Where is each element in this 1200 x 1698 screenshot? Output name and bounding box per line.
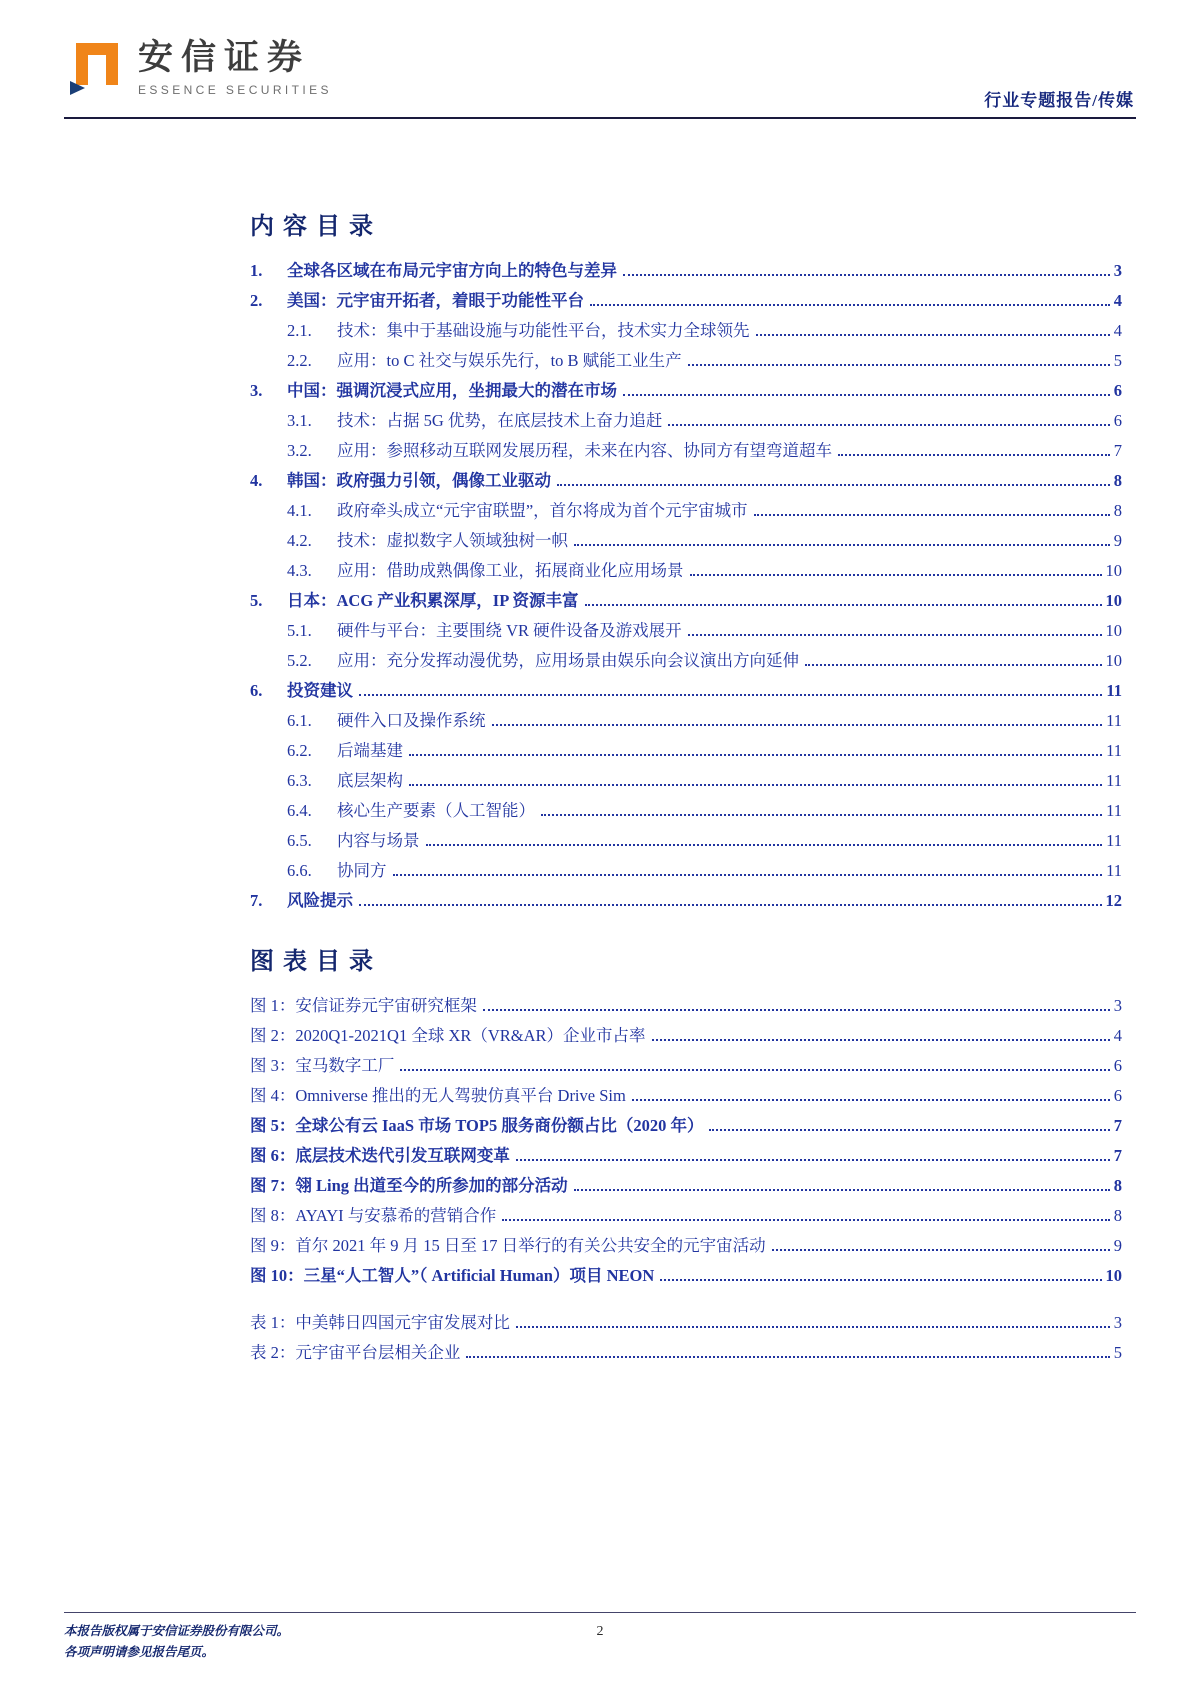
figure-entry[interactable] [250,1145,1122,1166]
toc-entry[interactable] [250,830,1122,851]
toc-entry[interactable] [250,860,1122,881]
table-entry[interactable] [250,1342,1122,1363]
dot-leader [623,274,1110,276]
essence-securities-logo-icon [64,38,124,98]
toc-entry-label [287,740,403,761]
toc-entry-number: 6.1. [287,711,312,730]
toc-entry-text: 应用：借助成熟偶像工业，拓展商业化应用场景 [337,561,684,580]
toc-entry-label [287,410,662,431]
toc-entry-label [250,680,353,701]
figure-entry-page-number: 8 [1113,1206,1122,1225]
dot-leader [557,484,1110,486]
dot-leader [590,304,1110,306]
toc-entry-page-number: 8 [1113,501,1122,520]
toc-entry[interactable] [250,530,1122,551]
figure-entry-label: 图 2：2020Q1-2021Q1 全球 XR（VR&AR）企业市占率 [250,1026,646,1045]
toc-entry[interactable] [250,680,1122,701]
toc-entry[interactable] [250,350,1122,371]
toc-entry[interactable] [250,740,1122,761]
toc-entry-number: 4. [250,471,263,490]
dot-leader [409,754,1102,756]
toc-entry[interactable] [250,710,1122,731]
toc-entry-page-number: 11 [1106,681,1122,700]
toc-entry-page-number: 9 [1113,531,1122,550]
toc-entry-text: 技术：虚拟数字人领域独树一帜 [337,531,568,550]
toc-entry-label [287,710,486,731]
toc-entry-label [287,830,420,851]
toc-entry-text: 技术：占据 5G 优势，在底层技术上奋力追赶 [337,411,663,430]
figure-entry-page-number: 6 [1113,1056,1122,1075]
toc-entry[interactable] [250,380,1122,401]
dot-leader [756,334,1110,336]
dot-leader [426,844,1103,846]
figure-entry[interactable] [250,1175,1122,1196]
figure-entry[interactable] [250,1085,1122,1106]
toc-entry[interactable] [250,650,1122,671]
dot-leader [772,1249,1110,1251]
dot-leader [688,634,1102,636]
toc-entry-number: 6.4. [287,801,312,820]
toc-entry[interactable] [250,440,1122,461]
toc-entry-number: 4.1. [287,501,312,520]
dot-leader [585,604,1102,606]
figure-entry[interactable] [250,1235,1122,1256]
toc-entry-number: 6.5. [287,831,312,850]
toc-entry-number: 5.1. [287,621,312,640]
toc-entry[interactable] [250,470,1122,491]
toc-entry-label [250,890,353,911]
toc-entry-page-number: 7 [1113,441,1122,460]
toc-entry-number: 2.2. [287,351,312,370]
dot-leader [409,784,1102,786]
toc-entry-label [287,800,535,821]
toc-entry[interactable] [250,260,1122,281]
dot-leader [492,724,1103,726]
toc-entry-number: 6.3. [287,771,312,790]
toc-entry-text: 后端基建 [337,741,403,760]
toc-entry-page-number: 11 [1106,801,1122,820]
dot-leader [688,364,1110,366]
toc-entry-label [287,320,750,341]
brand-text [138,38,332,97]
report-type-label: 行业专题报告/传媒 [984,91,1134,110]
toc-entry-page-number: 4 [1113,291,1122,310]
toc-entry-text: 硬件入口及操作系统 [337,711,486,730]
header-divider [64,117,1136,119]
figure-entry-label: 图 5：全球公有云 IaaS 市场 TOP5 服务商份额占比（2020 年） [250,1116,704,1135]
dot-leader [623,394,1110,396]
figure-entry-label: 图 10：三星“人工智人”（ Artificial Human）项目 NEON [250,1266,655,1285]
figure-entry-label: 图 9：首尔 2021 年 9 月 15 日至 17 日举行的有关公共安全的元宇宙活动 [250,1236,766,1255]
toc-entry[interactable] [250,590,1122,611]
toc-entry-label [287,440,832,461]
toc-entry-page-number: 6 [1113,381,1122,400]
figure-entry-page-number: 6 [1113,1086,1122,1105]
toc-entry-page-number: 11 [1106,771,1122,790]
table-entry-page-number: 5 [1113,1343,1122,1362]
toc-entry-text: 应用：充分发挥动漫优势，应用场景由娱乐向会议演出方向延伸 [337,651,799,670]
figure-entry[interactable] [250,995,1122,1016]
toc-entry[interactable] [250,410,1122,431]
toc-entry-text: 全球各区域在布局元宇宙方向上的特色与差异 [287,261,617,280]
toc-entry-text: 内容与场景 [337,831,420,850]
figure-entry-page-number: 8 [1113,1176,1122,1195]
toc-entry-label [287,350,682,371]
figures-list [250,995,1122,1286]
toc-entry-number: 6.6. [287,861,312,880]
toc-entry-page-number: 11 [1106,861,1122,880]
toc-entry-page-number: 10 [1105,591,1122,610]
figure-entry-label: 图 4：Omniverse 推出的无人驾驶仿真平台 Drive Sim [250,1086,626,1105]
tables-list [250,1312,1122,1363]
toc-entry-number: 6. [250,681,263,700]
figure-entry-page-number: 3 [1113,996,1122,1015]
figure-entry[interactable] [250,1265,1122,1286]
table-entry-label: 表 2：元宇宙平台层相关企业 [250,1343,461,1362]
toc-entry-text: 底层架构 [337,771,403,790]
toc-entry-text: 应用：to C 社交与娱乐先行，to B 赋能工业生产 [337,351,682,370]
toc-entry-page-number: 8 [1113,471,1122,490]
toc-entry-page-number: 12 [1105,891,1122,910]
toc-entry-label [287,650,799,671]
footer-divider [64,1612,1136,1613]
toc-entry-label [287,530,568,551]
toc-entry-number: 6.2. [287,741,312,760]
dot-leader [466,1356,1109,1358]
figure-entry[interactable] [250,1025,1122,1046]
figure-entry-page-number: 9 [1113,1236,1122,1255]
toc-entry-text: 核心生产要素（人工智能） [337,801,535,820]
dot-leader [541,814,1102,816]
toc-entry-text: 美国：元宇宙开拓者，着眼于功能性平台 [287,291,584,310]
toc-entry-text: 技术：集中于基础设施与功能性平台，技术实力全球领先 [337,321,750,340]
toc-entry-page-number: 6 [1113,411,1122,430]
figure-entry[interactable] [250,1205,1122,1226]
toc-entry-label [250,380,617,401]
figure-entry-label: 图 3：宝马数字工厂 [250,1056,395,1075]
dot-leader [359,904,1102,906]
toc-entry-text: 中国：强调沉浸式应用，坐拥最大的潜在市场 [287,381,617,400]
toc-entry-page-number: 3 [1113,261,1122,280]
table-entry-page-number: 3 [1113,1313,1122,1332]
toc-entry-number: 1. [250,261,263,280]
toc-entry-text: 应用：参照移动互联网发展历程，未来在内容、协同方有望弯道超车 [337,441,832,460]
toc-entry[interactable] [250,320,1122,341]
toc-entry-label [250,590,579,611]
table-entry-label: 表 1：中美韩日四国元宇宙发展对比 [250,1313,510,1332]
dot-leader [400,1069,1109,1071]
toc-entry-text: 硬件与平台：主要围绕 VR 硬件设备及游戏展开 [337,621,682,640]
toc-entry-text: 协同方 [337,861,387,880]
brand-name: 安信证券 [138,38,311,77]
toc-entry-page-number: 11 [1106,711,1122,730]
toc-entry[interactable] [250,800,1122,821]
toc-entry-number: 5. [250,591,263,610]
table-entry[interactable] [250,1312,1122,1333]
figure-entry-page-number: 7 [1113,1116,1122,1135]
figure-entry[interactable] [250,1055,1122,1076]
toc-list [250,260,1122,911]
dot-leader [805,664,1102,666]
toc-entry-number: 5.2. [287,651,312,670]
figure-entry-page-number: 10 [1105,1266,1122,1285]
brand [64,38,332,98]
dot-leader [393,874,1103,876]
figure-entry-label: 图 8：AYAYI 与安慕希的营销合作 [250,1206,497,1225]
toc-entry-page-number: 10 [1105,561,1122,580]
dot-leader [359,694,1102,696]
toc-entry-number: 4.3. [287,561,312,580]
figures-title: 图表目录 [250,949,382,975]
dot-leader [668,424,1109,426]
footer-page-number: 2 [596,1624,604,1639]
toc-entry-page-number: 4 [1113,321,1122,340]
dot-leader [483,1009,1110,1011]
toc-entry[interactable] [250,890,1122,911]
toc-entry[interactable] [250,770,1122,791]
toc-entry-number: 3.1. [287,411,312,430]
figure-entry-page-number: 4 [1113,1026,1122,1045]
toc-entry-page-number: 5 [1113,351,1122,370]
dot-leader [690,574,1102,576]
brand-subtitle: ESSENCE SECURITIES [138,83,332,97]
toc-entry-text: 投资建议 [287,681,353,700]
toc-entry-text: 风险提示 [287,891,353,910]
toc-title: 内容目录 [250,214,382,240]
toc-entry-label [287,860,387,881]
toc-entry-number: 4.2. [287,531,312,550]
footer-copyright-line2: 各项声明请参见报告尾页。 [64,1645,215,1659]
dot-leader [574,544,1110,546]
content-column [250,212,1122,1372]
toc-entry-label [250,290,584,311]
toc-entry-text: 政府牵头成立“元宇宙联盟”，首尔将成为首个元宇宙城市 [337,501,748,520]
toc-entry-label [287,500,748,521]
dot-leader [502,1219,1109,1221]
toc-entry-number: 2. [250,291,263,310]
toc-entry[interactable] [250,500,1122,521]
dot-leader [652,1039,1110,1041]
toc-entry-page-number: 10 [1105,651,1122,670]
toc-entry-number: 7. [250,891,263,910]
toc-entry[interactable] [250,290,1122,311]
toc-entry-number: 2.1. [287,321,312,340]
dot-leader [632,1099,1110,1101]
toc-entry-label [287,620,682,641]
toc-entry-label [250,470,551,491]
figure-entry-label: 图 6：底层技术迭代引发互联网变革 [250,1146,510,1165]
toc-entry-label [287,560,684,581]
toc-entry-page-number: 11 [1106,741,1122,760]
figure-entry-label: 图 7：翎 Ling 出道至今的所参加的部分活动 [250,1176,568,1195]
toc-entry-number: 3.2. [287,441,312,460]
toc-entry-page-number: 10 [1105,621,1122,640]
footer-copyright-line1: 本报告版权属于安信证券股份有限公司。 [64,1624,290,1638]
toc-entry[interactable] [250,560,1122,581]
dot-leader [709,1129,1109,1131]
dot-leader [838,454,1110,456]
figure-entry-label: 图 1：安信证券元宇宙研究框架 [250,996,477,1015]
figure-entry-page-number: 7 [1113,1146,1122,1165]
toc-entry-page-number: 11 [1106,831,1122,850]
toc-entry-text: 日本：ACG 产业积累深厚，IP 资源丰富 [287,591,579,610]
dot-leader [660,1279,1101,1281]
toc-entry-label [287,770,403,791]
toc-entry-text: 韩国：政府强力引领，偶像工业驱动 [287,471,551,490]
dot-leader [516,1159,1110,1161]
dot-leader [754,514,1110,516]
toc-entry-number: 3. [250,381,263,400]
figure-entry[interactable] [250,1115,1122,1136]
toc-entry-label [250,260,617,281]
dot-leader [516,1326,1110,1328]
dot-leader [574,1189,1110,1191]
toc-entry[interactable] [250,620,1122,641]
